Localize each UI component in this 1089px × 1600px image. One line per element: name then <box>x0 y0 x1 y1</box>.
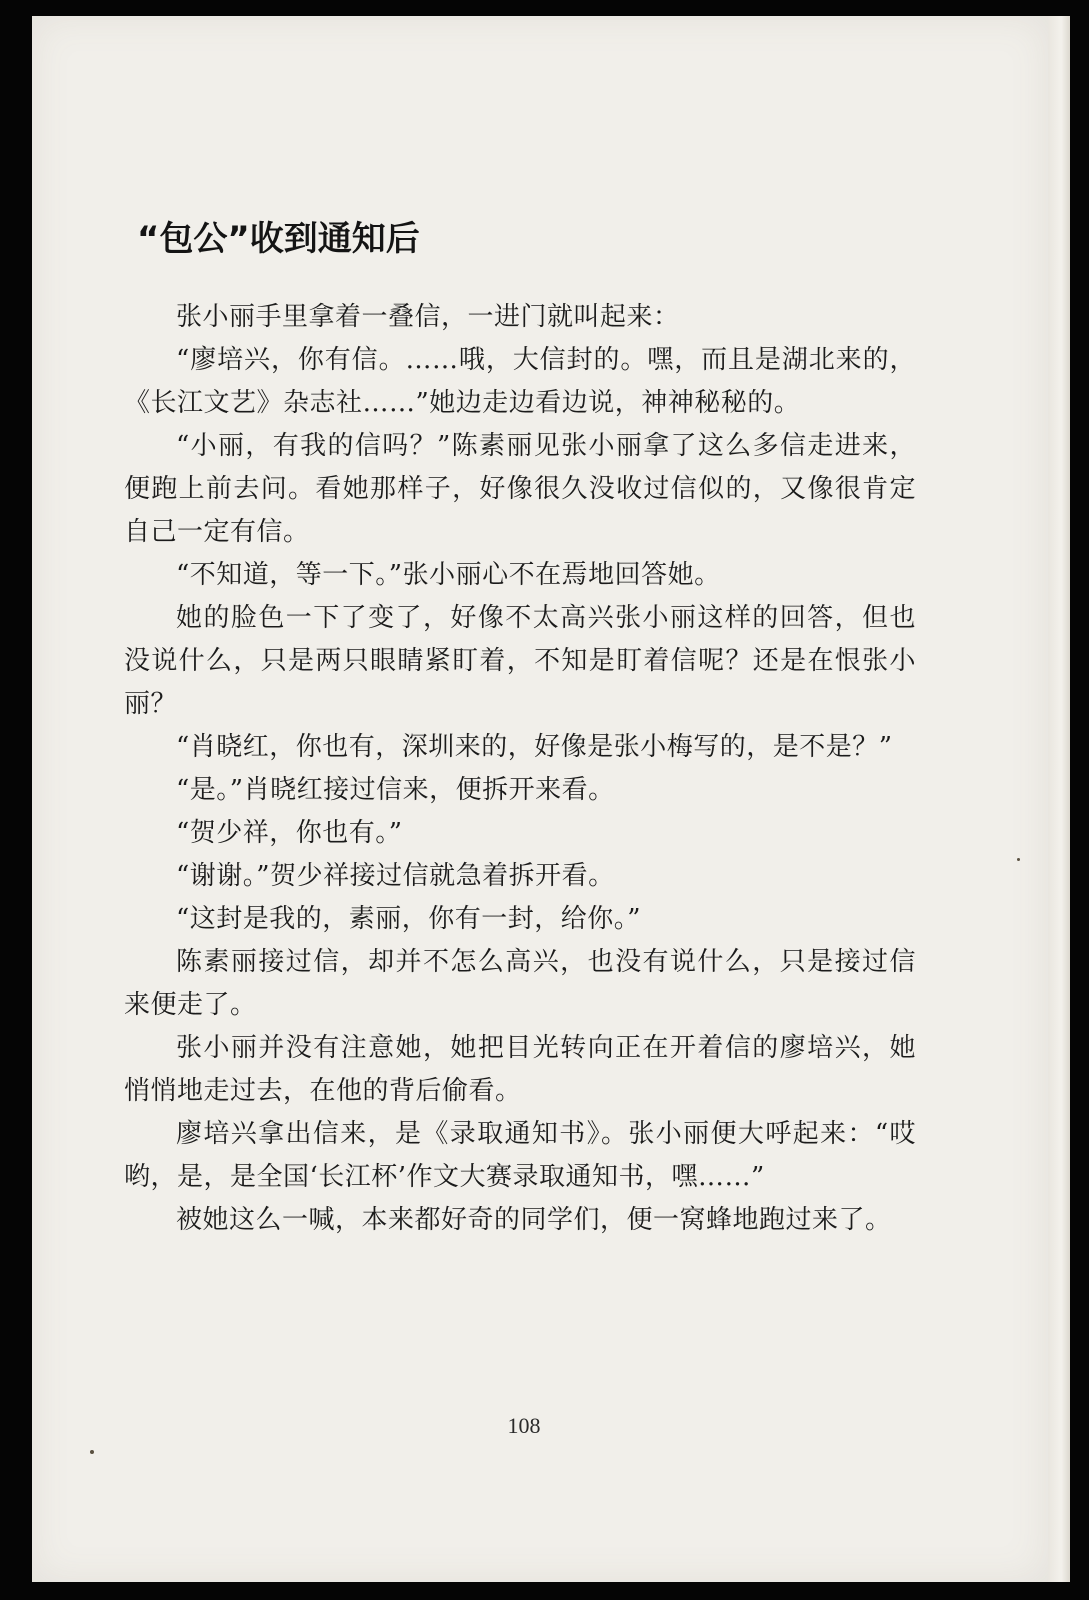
paragraph: “小丽，有我的信吗？”陈素丽见张小丽拿了这么多信走进来，便跑上前去问。看她那样子，好像很久没收过信似的，又像很肯定自己一定有信。 <box>124 431 916 547</box>
paragraph: “这封是我的，素丽，你有一封，给你。” <box>176 904 642 934</box>
paragraph: 张小丽手里拿着一叠信，一进门就叫起来： <box>176 302 680 332</box>
paragraph: “是。”肖晓红接过信来，便拆开来看。 <box>176 775 615 805</box>
paragraph: 她的脸色一下了变了，好像不太高兴张小丽这样的回答，但也没说什么，只是两只眼睛紧盯着，不知是盯着信呢？还是在恨张小丽？ <box>124 603 916 719</box>
paragraph: 廖培兴拿出信来，是《录取通知书》。张小丽便大呼起来：“哎哟，是，是全国‘长江杯’作文大赛录取通知书，嘿……” <box>124 1119 916 1192</box>
paper-speck <box>1017 858 1020 861</box>
body-text <box>124 296 916 1242</box>
paragraph: 被她这么一喊，本来都好奇的同学们，便一窝蜂地跑过来了。 <box>176 1205 892 1235</box>
paragraph: 陈素丽接过信，却并不怎么高兴，也没有说什么，只是接过信来便走了。 <box>124 947 916 1020</box>
paper-speck <box>90 1450 94 1454</box>
paragraph: “肖晓红，你也有，深圳来的，好像是张小梅写的，是不是？” <box>176 732 893 762</box>
paragraph: “贺少祥，你也有。” <box>176 818 403 848</box>
paragraph: “廖培兴，你有信。……哦，大信封的。嘿，而且是湖北来的，《长江文艺》杂志社……”她边走边看边说，神神秘秘的。 <box>124 345 916 418</box>
paragraph: “谢谢。”贺少祥接过信就急着拆开看。 <box>176 861 615 891</box>
page-number: 108 <box>507 1413 541 1438</box>
paragraph: “不知道，等一下。”张小丽心不在焉地回答她。 <box>176 560 721 590</box>
page-edge <box>1048 16 1070 1582</box>
chapter-title: “包公”收到通知后 <box>137 218 420 259</box>
paragraph: 张小丽并没有注意她，她把目光转向正在开着信的廖培兴，她悄悄地走过去，在他的背后偷看。 <box>124 1033 916 1106</box>
